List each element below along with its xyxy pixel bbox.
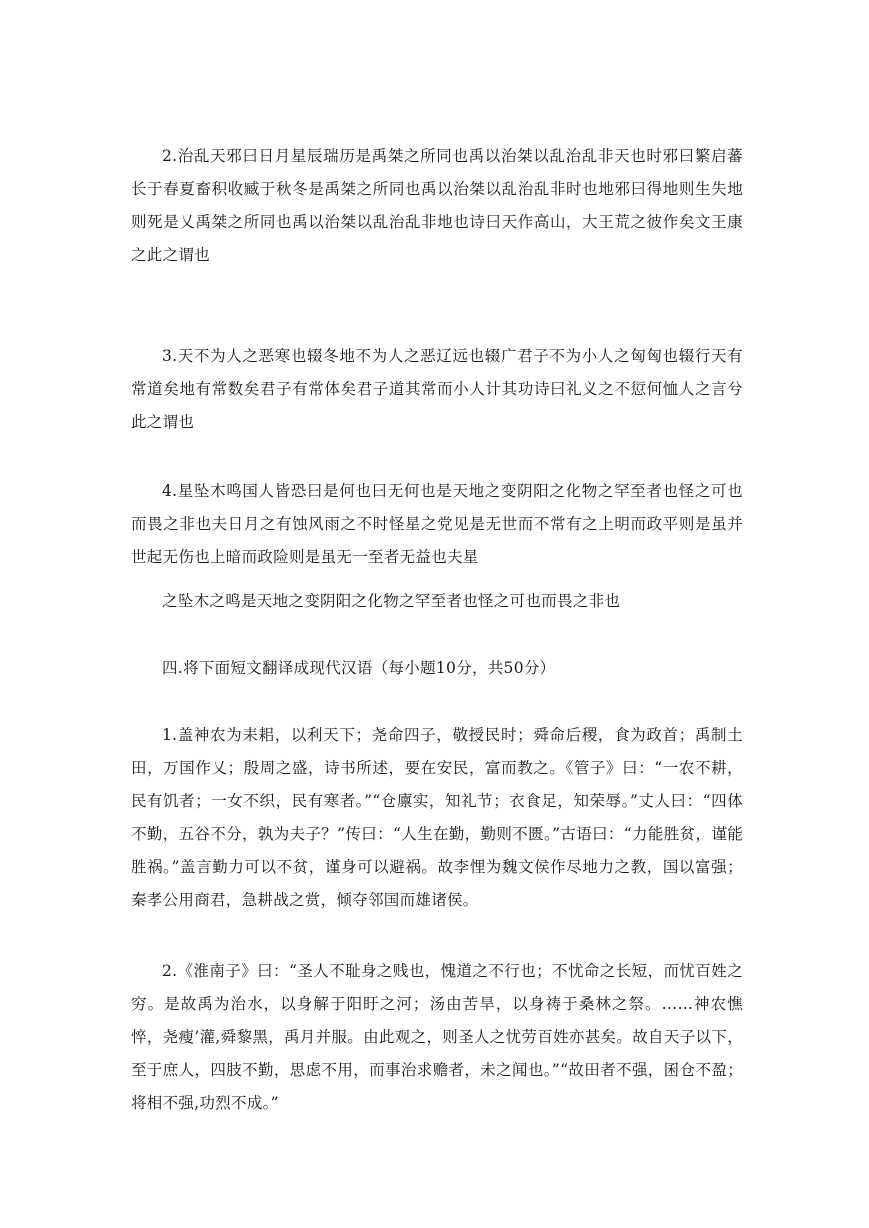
paragraph-question-4-continued: 之坠木之鸣是天地之变阴阳之化物之罕至者也怪之可也而畏之非也 [162, 592, 621, 610]
paragraph-question-4: 4.星坠木鸣国人皆恐曰是何也曰无何也是天地之变阴阳之化物之罕至者也怪之可也而畏之非也夫日月之有蚀风雨之不时怪星之党见是无世而不常有之上明而政平则是虽并世起无伤也上暗而政险则是虽无一至者无益也夫星 [131, 482, 743, 566]
paragraph-translation-2: 2.《淮南子》曰：“圣人不耻身之贱也，愧道之不行也；不忧命之长短，而忧百姓之穷。是故禹为治水，以身解于阳盱之河；汤由苦旱，以身祷于桑林之祭。……神农憔悴，尧瘦’灌,舜黎黑，禹月并服。由此观之，则圣人之忧劳百姓亦甚矣。故自天子以下，至于庶人，四肢不勤，思虑不用，而事治求赡者，未之闻也。”“故田者不强，囷仓不盈；将相不强,功烈不成。” [131, 962, 743, 1112]
paragraph-question-3: 3.天不为人之恶寒也辍冬地不为人之恶辽远也辍广君子不为小人之匈匈也辍行天有常道矣地有常数矣君子有常体矣君子道其常而小人计其功诗曰礼义之不愆何恤人之言兮此之谓也 [131, 347, 743, 431]
paragraph-question-2: 2.治乱天邪曰日月星辰瑞历是禹桀之所同也禹以治桀以乱治乱非天也时邪曰繁启蕃长于春夏畜积收臧于秋冬是禹桀之所同也禹以治桀以乱治乱非时也地邪曰得地则生失地则死是乂禹桀之所同也禹以治桀以乱治乱非地也诗曰天作高山，大王荒之彼作矣文王康之此之谓也 [131, 147, 743, 264]
section-heading-translation: 四.将下面短文翻译成现代汉语（每小题10分，共50分） [162, 659, 556, 677]
paragraph-translation-1: 1.盖神农为耒耜，以利天下；尧命四子，敬授民时；舜命后稷，食为政首；禹制土田，万国作乂；殷周之盛，诗书所述，要在安民，富而教之。《管子》曰：“一农不耕，民有饥者；一女不织，民有寒者。”“仓廪实，知礼节；衣食足，知荣辱。”丈人曰：“四体不勤，五谷不分，孰为夫子？”传曰：“人生在勤，勤则不匮。”古语曰：“力能胜贫，谨能胜祸。”盖言勤力可以不贫，谨身可以避祸。故李悝为魏文侯作尽地力之教，国以富强；秦孝公用商君，急耕战之赏，倾夺邻国而雄诸侯。 [131, 726, 743, 909]
